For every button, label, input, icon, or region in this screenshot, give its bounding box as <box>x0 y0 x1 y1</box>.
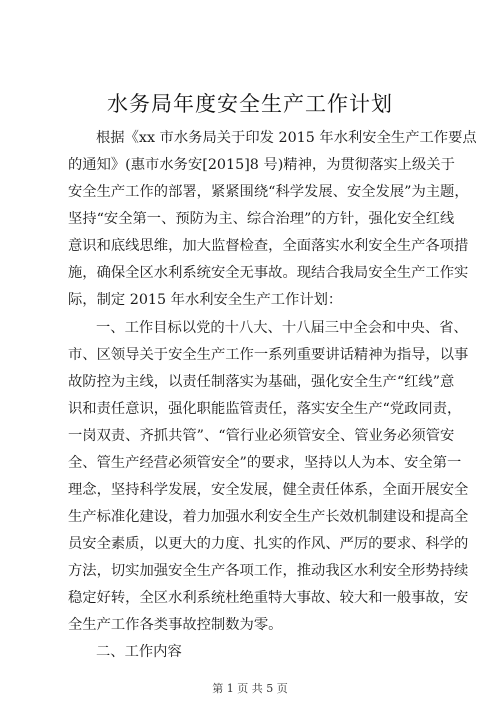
page-footer: 第 1 页 共 5 页 <box>212 682 288 695</box>
text-line: 稳定好转，全区水利系统杜绝重特大事故、较大和一般事故，安 <box>68 590 469 606</box>
text-line: 方法，切实加强安全生产各项工作，推动我区水利安全形势持续 <box>68 563 469 579</box>
text-line: 全、管生产经营必须管安全”的要求，坚持以人为本、安全第一 <box>68 455 462 471</box>
text-line: 员安全素质，以更大的力度、扎实的作风、严厉的要求、科学的 <box>68 536 469 552</box>
text-line: 全生产工作各类事故控制数为零。 <box>68 617 283 633</box>
document-title: 水务局年度安全生产工作计划 <box>107 92 393 116</box>
text-line: 根据《xx 市水务局关于印发 2015 年水利安全生产工作要点 <box>96 130 477 146</box>
text-line: 一岗双责、齐抓共管”、“管行业必须管安全、管业务必须管安 <box>68 428 455 444</box>
text-line: 生产标准化建设，着力加强水利安全生产长效机制建设和提高全 <box>68 509 469 525</box>
text-line: 的通知》(惠市水务安[2015]8 号)精神，为贯彻落实上级关于 <box>68 157 455 173</box>
text-line: 市、区领导关于安全生产工作一系列重要讲话精神为指导，以事 <box>68 347 469 363</box>
text-line: 安全生产工作的部署，紧紧围绕“科学发展、安全发展”为主题， <box>68 184 469 200</box>
text-line: 识和责任意识，强化职能监管责任，落实安全生产“党政同责， <box>68 401 462 417</box>
text-line: 际，制定 2015 年水利安全生产工作计划： <box>68 292 343 308</box>
text-line: 一、工作目标以党的十八大、十八届三中全会和中央、省、 <box>96 320 468 336</box>
text-line: 意识和底线思维，加大监督检查，全面落实水利安全生产各项措 <box>68 238 469 254</box>
text-line: 故防控为主线，以责任制落实为基础，强化安全生产“红线”意 <box>68 374 455 390</box>
text-line: 理念，坚持科学发展，安全发展，健全责任体系，全面开展安全 <box>68 482 469 498</box>
text-line: 施，确保全区水利系统安全无事故。现结合我局安全生产工作实 <box>68 265 469 281</box>
section-heading: 二、工作内容 <box>96 644 182 660</box>
text-line: 坚持“安全第一、预防为主、综合治理”的方针，强化安全红线 <box>68 211 455 227</box>
